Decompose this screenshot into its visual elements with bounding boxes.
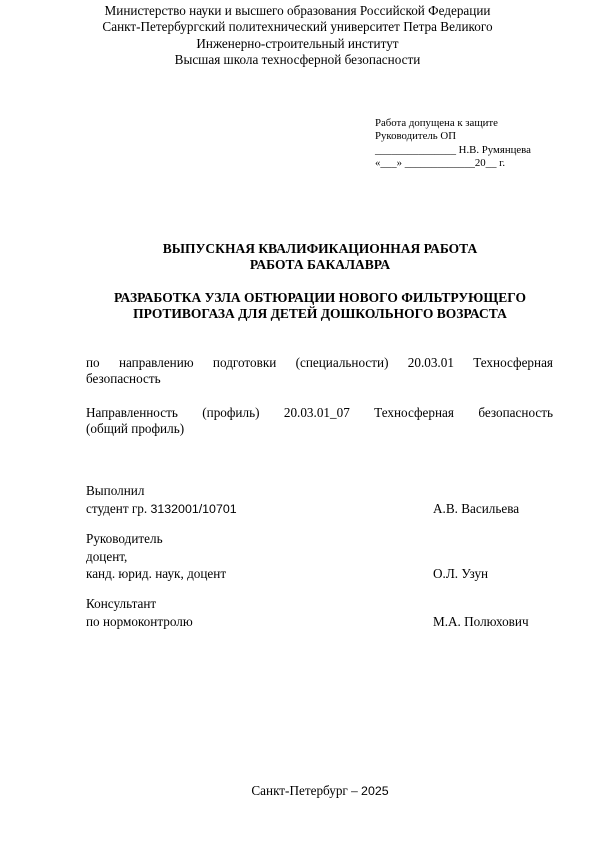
topic-line1: РАЗРАБОТКА УЗЛА ОБТЮРАЦИИ НОВОГО ФИЛЬТРУЮЩЕГО (114, 290, 526, 305)
consultant-name: М.А. Полюхович (433, 613, 529, 629)
city-year-footer (0, 783, 595, 799)
profile-line1: Направленность (профиль) 20.03.01_07 Техносферная безопасность (86, 405, 553, 420)
approval-date-line: «___» _____________20__ г. (375, 157, 506, 170)
work-type-line2: РАБОТА БАКАЛАВРА (249, 257, 391, 272)
header-line-school: Высшая школа техносферной безопасности (174, 51, 421, 67)
author-group: 3132001/10701 (150, 501, 237, 516)
work-type-line1: ВЫПУСКНАЯ КВАЛИФИКАЦИОННАЯ РАБОТА (162, 241, 478, 256)
footer-city: Санкт-Петербург – (251, 783, 362, 798)
consultant-row (86, 613, 566, 631)
supervisor-row (86, 565, 566, 583)
author-label: Выполнил (86, 483, 145, 498)
direction-paragraph (86, 355, 553, 388)
supervisor-block (86, 530, 566, 583)
header-line-ministry: Министерство науки и высшего образования Российской Федерации (104, 3, 491, 18)
ministry-header (0, 0, 595, 68)
footer-year: 2025 (361, 784, 389, 798)
author-role: студент гр. (86, 500, 151, 516)
approval-head-name: Н.В. Румянцева (455, 143, 531, 156)
consultant-role: по нормоконтролю (86, 613, 193, 629)
profile-line2: (общий профиль) (86, 421, 185, 437)
author-name: А.В. Васильева (433, 500, 520, 516)
approval-head-label: Руководитель ОП (375, 130, 456, 143)
approval-signature-line (375, 144, 531, 157)
header-line-institute: Инженерно-строительный институт (196, 35, 399, 51)
header-line-university: Санкт-Петербургский политехнический университет Петра Великого (102, 19, 493, 35)
approval-admitted: Работа допущена к защите (375, 117, 498, 129)
author-row (86, 500, 566, 519)
signature-blank: _______________ (375, 143, 456, 156)
direction-line1: по направлению подготовки (специальности) 20.03.01 Техносферная (86, 355, 553, 370)
direction-line2: безопасность (86, 371, 161, 387)
profile-paragraph (86, 405, 553, 438)
thesis-topic (0, 290, 595, 322)
supervisor-name: О.Л. Узун (433, 566, 489, 581)
approval-block (375, 117, 531, 171)
topic-line2: ПРОТИВОГАЗА ДЛЯ ДЕТЕЙ ДОШКОЛЬНОГО ВОЗРАСТА (133, 306, 507, 321)
author-block (86, 482, 566, 518)
consultant-label: Консультант (86, 596, 157, 611)
consultant-block (86, 595, 566, 630)
supervisor-position: доцент, (86, 548, 128, 564)
work-type-title (0, 241, 595, 273)
supervisor-label: Руководитель (86, 531, 163, 546)
supervisor-degree: канд. юрид. наук, доцент (86, 566, 227, 581)
